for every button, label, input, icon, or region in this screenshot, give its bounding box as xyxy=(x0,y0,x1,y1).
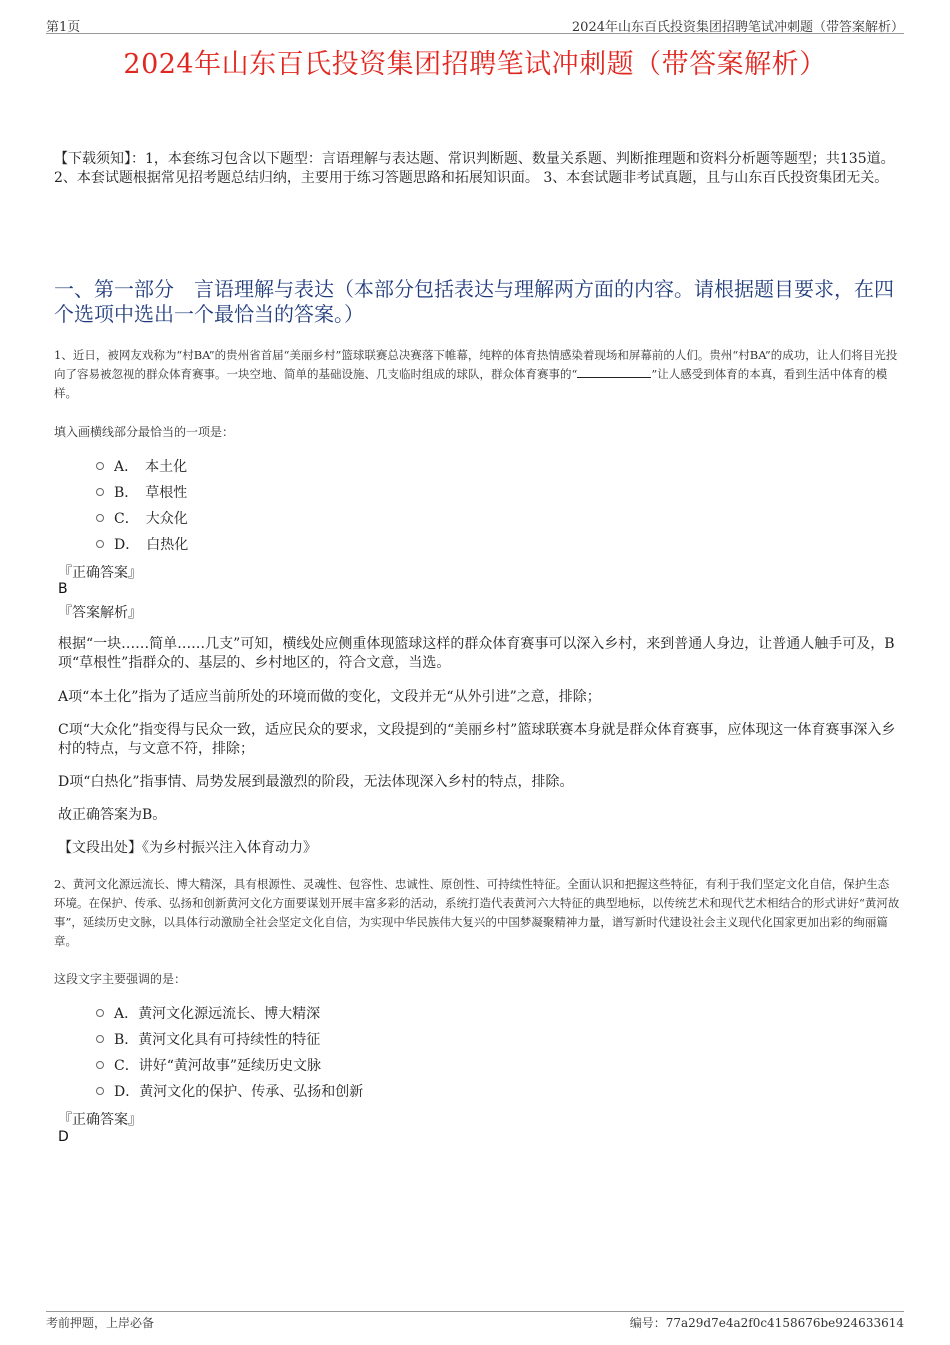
question-1-option-b[interactable] xyxy=(96,482,187,502)
option-label: B．黄河文化具有可持续性的特征 xyxy=(114,1032,321,1048)
question-1-answer-label: 『正确答案』 xyxy=(58,565,142,581)
question-1-prompt: 填入画横线部分最恰当的一项是： xyxy=(54,425,235,439)
question-2-text: 2、黄河文化源远流长、博大精深，具有根源性、灵魂性、包容性、忠诚性、原创性、可持续性特征。全面认识和把握这些特征，有利于我们坚定文化自信，保护生态环境。在保护、传承、弘扬和创新黄河文化方面要谋划开展丰富多彩的活动，系统打造代表黄河六大特征的典型地标，以传统艺术和现代艺术相结合的形式讲好“黄河故事”，延续历史文脉，以具体行动激励全社会坚定文化自信，为实现中华民族伟大复兴的中国梦凝聚精神力量，谱写新时代建设社会主义现代化国家更加出彩的绚丽篇章。 xyxy=(54,877,900,948)
question-2-option-c[interactable] xyxy=(96,1055,321,1075)
question-2-option-b[interactable] xyxy=(96,1029,320,1049)
question-2-answer-label: 『正确答案』 xyxy=(58,1112,142,1128)
question-1-text xyxy=(54,346,900,403)
fill-blank xyxy=(577,366,651,378)
download-notice: 【下载须知】：1，本套练习包含以下题型：言语理解与表达题、常识判断题、数量关系题、判断推理题和资料分析题等题型；共135道。 2、本套试题根据常见招考题总结归纳，主要用于练习答题思路和拓展知识面。 3、本套试题非考试真题，且与山东百氏投资集团无关。 xyxy=(54,151,895,186)
option-label: D．黄河文化的保护、传承、弘扬和创新 xyxy=(114,1084,364,1100)
analysis-paragraph: A项“本土化”指为了适应当前所处的环境而做的变化，文段并无“从外引进”之意，排除； xyxy=(58,689,601,705)
radio-icon[interactable] xyxy=(96,488,104,496)
option-label: A．黄河文化源远流长、博大精深 xyxy=(114,1006,321,1022)
question-1-text-part-a: 1、近日，被网友戏称为“村BA”的贵州省首届“美丽乡村”篮球联赛总决赛落下帷幕，纯粹的体育热情感染着现场和屏幕前的人们。贵州“村BA”的成功，让人们将目光投向了容易被忽视的群众体育赛事。一块空地、简单的基础设施、几支临时组成的球队，群众体育赛事的“ xyxy=(54,348,898,381)
question-2-option-d[interactable] xyxy=(96,1081,363,1101)
page-title: 2024年山东百氏投资集团招聘笔试冲刺题（带答案解析） xyxy=(123,49,827,80)
option-label: B． 草根性 xyxy=(114,485,188,501)
radio-icon[interactable] xyxy=(96,462,104,470)
radio-icon[interactable] xyxy=(96,540,104,548)
analysis-paragraph: C项“大众化”指变得与民众一致，适应民众的要求，文段提到的“美丽乡村”篮球联赛本身就是群众体育赛事，应体现这一体育赛事深入乡村的特点，与文意不符，排除； xyxy=(58,722,896,757)
radio-icon[interactable] xyxy=(96,1035,104,1043)
footer-doc-id: 编号：77a29d7e4a2f0c4158676be924633614 xyxy=(629,1316,904,1330)
footer-slogan: 考前押题，上岸必备 xyxy=(46,1316,155,1330)
question-1-option-c[interactable] xyxy=(96,508,188,528)
question-1-source: 【文段出处】《为乡村振兴注入体育动力》 xyxy=(58,840,317,856)
question-2-answer: D xyxy=(58,1129,69,1145)
option-label: C．讲好“黄河故事”延续历史文脉 xyxy=(114,1058,322,1074)
radio-icon[interactable] xyxy=(96,1087,104,1095)
header-doc-title: 2024年山东百氏投资集团招聘笔试冲刺题（带答案解析） xyxy=(571,20,904,35)
footer-divider xyxy=(46,1311,904,1312)
option-label: A． 本土化 xyxy=(114,459,188,475)
radio-icon[interactable] xyxy=(96,514,104,522)
analysis-paragraph: 根据“一块……简单……几支”可知，横线处应侧重体现篮球这样的群众体育赛事可以深入乡村，来到普通人身边，让普通人触手可及，B项“草根性”指群众的、基层的、乡村地区的，符合文意，当选。 xyxy=(58,636,895,671)
page-number: 第1页 xyxy=(46,20,81,35)
analysis-paragraph: 故正确答案为B。 xyxy=(58,807,167,823)
section-heading: 一、第一部分 言语理解与表达（本部分包括表达与理解两方面的内容。请根据题目要求，在四个选项中选出一个最恰当的答案。） xyxy=(54,277,894,326)
header-divider xyxy=(46,33,904,34)
question-1-option-a[interactable] xyxy=(96,456,187,476)
radio-icon[interactable] xyxy=(96,1061,104,1069)
option-label: D． 白热化 xyxy=(114,537,189,553)
question-1-text-part-b: ”让人感受到体育的本真，看到生活中体育的模样。 xyxy=(54,367,888,400)
option-label: C． 大众化 xyxy=(114,511,188,527)
question-1-option-d[interactable] xyxy=(96,534,188,554)
question-1-answer: B xyxy=(58,581,68,597)
analysis-paragraph: D项“白热化”指事情、局势发展到最激烈的阶段，无法体现深入乡村的特点，排除。 xyxy=(58,774,574,790)
question-2-option-a[interactable] xyxy=(96,1003,320,1023)
radio-icon[interactable] xyxy=(96,1009,104,1017)
question-1-analysis-label: 『答案解析』 xyxy=(58,605,142,621)
question-2-prompt: 这段文字主要强调的是： xyxy=(54,972,187,986)
